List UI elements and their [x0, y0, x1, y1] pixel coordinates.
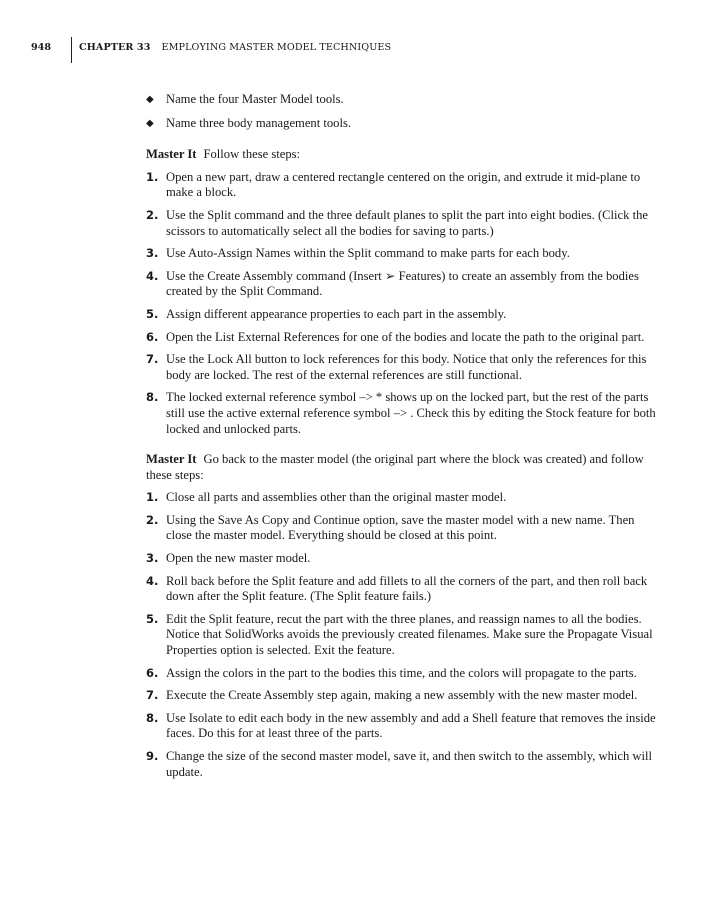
running-header [31, 37, 391, 65]
chapter-title: EMPLOYING MASTER MODEL TECHNIQUES [161, 42, 392, 53]
step-number: 3. [146, 246, 159, 261]
step-item [146, 269, 658, 300]
step-text: The locked external reference symbol –> * shows up on the locked part, but the rest of the parts still use the active external reference symbol –> . Check this by editing the Stock feature for both locked and unlocked parts. [166, 390, 656, 436]
step-item [146, 711, 658, 742]
diamond-bullet-icon: ◆ [146, 94, 154, 105]
step-text: Use Isolate to edit each body in the new assembly and add a Shell feature that removes the inside faces. Do this for at least three of the parts. [166, 710, 656, 741]
step-number: 8. [146, 390, 159, 405]
step-item [146, 330, 658, 346]
step-item [146, 170, 658, 201]
bullet-text: Name three body management tools. [166, 115, 352, 130]
step-text: Assign the colors in the part to the bodies this time, and the colors will propagate to the parts. [166, 665, 637, 680]
bullet-item [146, 116, 658, 132]
step-number: 7. [146, 688, 159, 703]
step-text: Change the size of the second master model, save it, and then switch to the assembly, which will update. [166, 749, 653, 779]
step-item [146, 612, 658, 659]
step-item [146, 513, 658, 544]
step-number: 5. [146, 306, 159, 321]
master-it-text: Follow these steps: [203, 147, 301, 162]
master-it-intro [146, 452, 658, 483]
step-number: 3. [146, 551, 159, 566]
step-number: 4. [146, 268, 159, 283]
master-it-intro [146, 147, 658, 163]
step-text: Execute the Create Assembly step again, making a new assembly with the new master model. [166, 688, 638, 703]
step-text: Edit the Split feature, recut the part with the three planes, and reassign names to all the bodies. Notice that SolidWorks avoids the previously created filenames. Make sure the Propagate Visual Properties option is selected. Exit the feature. [166, 611, 653, 658]
step-text: Open a new part, draw a centered rectangle centered on the origin, and extrude it mid-plane to make a block. [166, 169, 641, 200]
step-text: Using the Save As Copy and Continue option, save the master model with a new name. Then close the master model. Everything should be closed at this point. [166, 512, 635, 543]
step-item [146, 352, 658, 383]
step-item [146, 551, 658, 567]
step-number: 6. [146, 329, 159, 344]
step-text: Open the new master model. [166, 551, 311, 566]
master-it-text: Go back to the master model (the original part where the block was created) and follow these steps: [146, 452, 644, 482]
step-item [146, 749, 658, 780]
step-item [146, 208, 658, 239]
step-item [146, 688, 658, 704]
page-body [146, 92, 658, 787]
master-it-label: Master It [146, 147, 197, 162]
page-number: 948 [31, 42, 52, 53]
step-number: 8. [146, 710, 159, 725]
step-item [146, 390, 658, 437]
step-item [146, 246, 658, 262]
step-number: 1. [146, 490, 159, 505]
bullet-text: Name the four Master Model tools. [166, 92, 344, 106]
step-number: 4. [146, 573, 159, 588]
step-text: Assign different appearance properties to each part in the assembly. [166, 306, 507, 321]
step-item [146, 307, 658, 323]
step-number: 6. [146, 665, 159, 680]
header-divider [71, 37, 72, 63]
step-item [146, 666, 658, 682]
step-text: Roll back before the Split feature and add fillets to all the corners of the part, and then roll back down after the Split feature. (The Split feature fails.) [166, 573, 648, 604]
step-number: 9. [146, 749, 159, 763]
chapter-label: CHAPTER 33 [79, 42, 151, 53]
step-text: Use the Split command and the three default planes to split the part into eight bodies. (Click the scissors to automatically select all the bodies for saving to parts.) [166, 207, 648, 238]
step-text: Close all parts and assemblies other than the original master model. [166, 490, 507, 505]
diamond-bullet-icon: ◆ [146, 117, 154, 129]
step-item [146, 574, 658, 605]
step-text: Use the Lock All button to lock references for this body. Notice that only the references for this body are locked. The rest of the external references are still functional. [166, 352, 647, 382]
step-text: Use the Create Assembly command (Insert ➢ Features) to create an assembly from the bodies created by the Split Command. [166, 268, 639, 299]
step-number: 7. [146, 352, 159, 367]
step-number: 5. [146, 611, 159, 626]
step-number: 2. [146, 207, 159, 222]
step-item [146, 490, 658, 506]
step-number: 1. [146, 169, 159, 184]
bullet-item [146, 92, 658, 108]
master-it-label: Master It [146, 452, 197, 467]
step-text: Use Auto-Assign Names within the Split command to make parts for each body. [166, 246, 570, 261]
step-text: Open the List External References for one of the bodies and locate the path to the original part. [166, 329, 645, 344]
step-number: 2. [146, 512, 159, 527]
